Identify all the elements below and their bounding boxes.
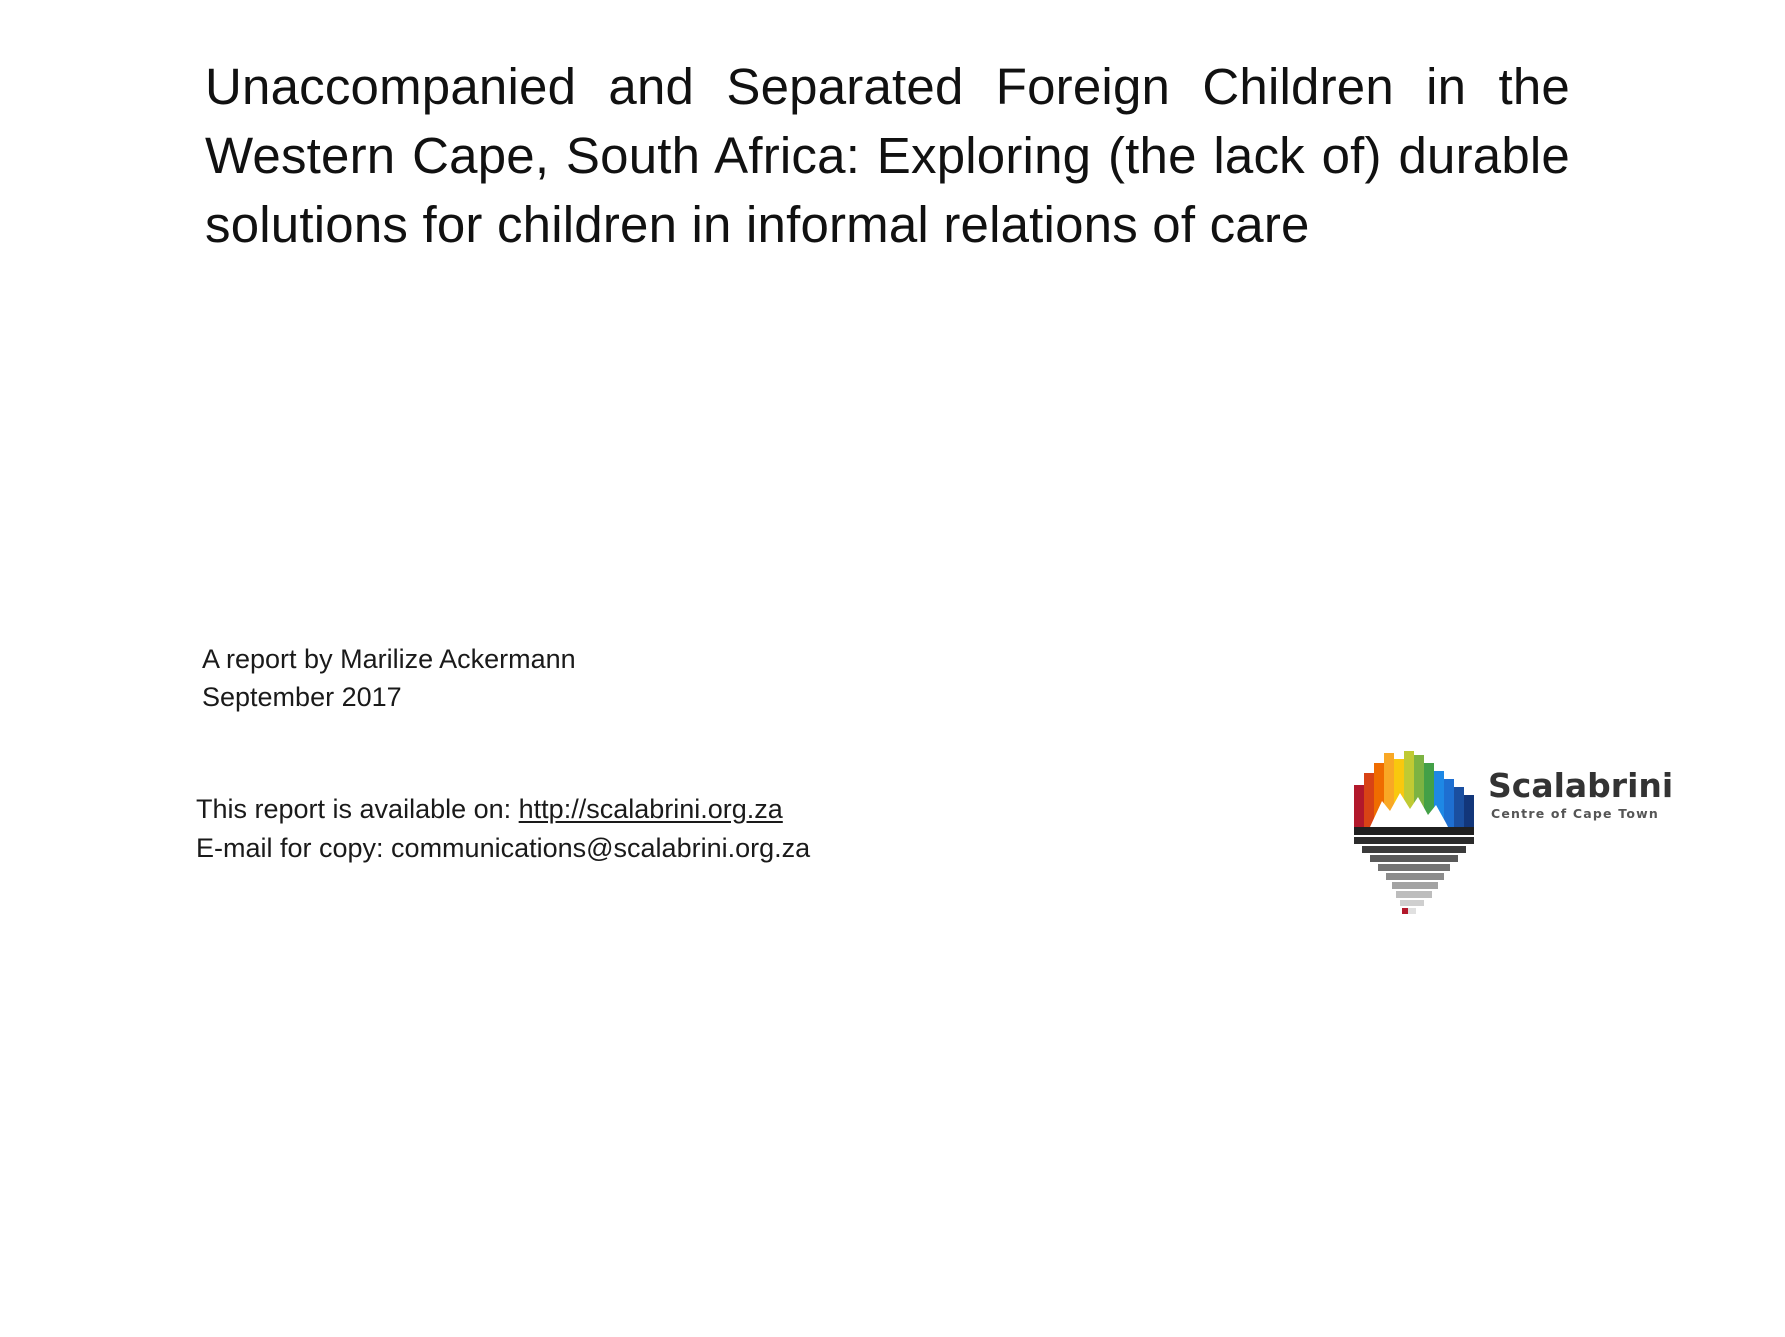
availability-prefix: This report is available on: — [196, 794, 519, 824]
byline — [202, 640, 576, 716]
logo-subtitle: Centre of Cape Town — [1491, 806, 1659, 821]
scalabrini-logo — [1352, 745, 1672, 920]
scalabrini-africa-logo-icon — [1352, 745, 1492, 920]
logo-name: Scalabrini — [1488, 766, 1674, 805]
report-url-link[interactable]: http://scalabrini.org.za — [518, 794, 783, 824]
email-line: E-mail for copy: communications@scalabrini.org.za — [196, 833, 811, 863]
availability-line — [196, 790, 810, 829]
author-line: A report by Marilize Ackermann — [202, 644, 576, 674]
publication-date: September 2017 — [202, 682, 402, 712]
availability-info — [196, 790, 810, 868]
document-title: Unaccompanied and Separated Foreign Children in the Western Cape, South Africa: Exploring (the lack of) durable solutions for children in informal relations of care — [205, 58, 1570, 253]
